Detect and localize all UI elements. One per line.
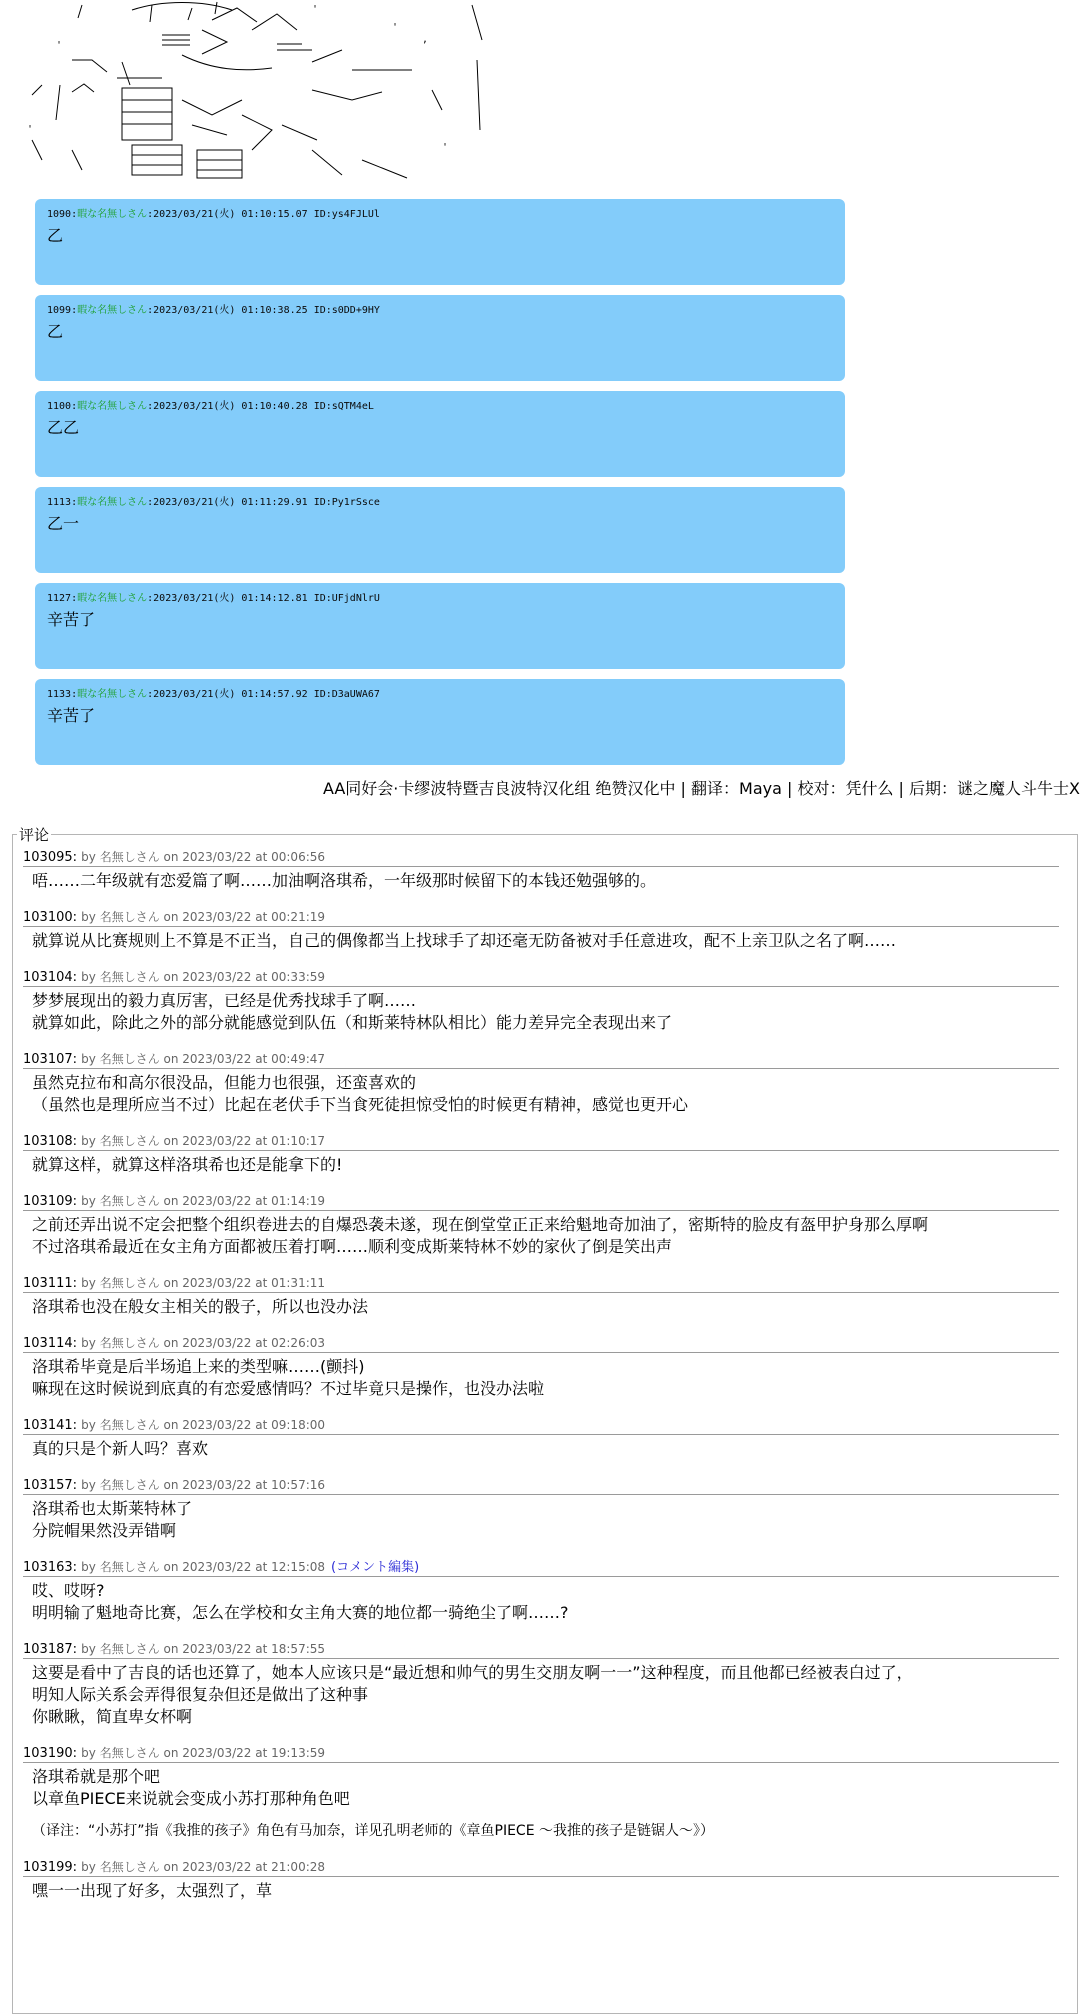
post-number: 1133 — [47, 689, 72, 700]
comment-header — [23, 1859, 1059, 1877]
comment-number: 103114: — [23, 1336, 78, 1351]
post-date: 2023/03/21(火) 01:10:38.25 — [153, 305, 308, 316]
svg-text:': ' — [392, 22, 399, 33]
post-author: 暇な名無しさん — [77, 305, 148, 316]
comment-number: 103163: — [23, 1560, 78, 1575]
post-author: 暇な名無しさん — [77, 209, 148, 220]
comment-body: 梦梦展现出的毅力真厉害，已经是优秀找球手了啊…… 就算如此，除此之外的部分就能感觉到队伍（和斯莱特林队相比）能力差异完全表现出来了 — [32, 991, 673, 1032]
comment-header — [23, 1133, 1059, 1151]
comment-body: 唔……二年级就有恋爱篇了啊……加油啊洛琪希，一年级那时候留下的本钱还勉强够的。 — [32, 871, 657, 890]
comment-meta: by 名無しさん on 2023/03/22 at 12:15:08 — [81, 1560, 326, 1574]
thread-posts — [35, 199, 845, 775]
ascii-art-illustration — [12, 0, 492, 190]
comment — [23, 849, 1067, 892]
comment-meta: by 名無しさん on 2023/03/22 at 00:06:56 — [81, 850, 326, 864]
comment-header — [23, 909, 1059, 927]
comment-meta: by 名無しさん on 2023/03/22 at 21:00:28 — [81, 1860, 326, 1874]
post-date: 2023/03/21(火) 01:14:57.92 — [153, 689, 308, 700]
post-author: 暇な名無しさん — [77, 401, 148, 412]
comment — [23, 1745, 1067, 1842]
comment — [23, 969, 1067, 1034]
svg-text:,: , — [422, 34, 429, 45]
comment-meta: by 名無しさん on 2023/03/22 at 19:13:59 — [81, 1746, 326, 1760]
comment-meta: by 名無しさん on 2023/03/22 at 01:14:19 — [81, 1194, 326, 1208]
comment — [23, 1275, 1067, 1318]
post-header: 1100:暇な名無しさん:2023/03/21(火) 01:10:40.28 ID:sQTM4eL — [47, 401, 374, 412]
comment-body: 就算说从比赛规则上不算是不正当，自己的偶像都当上找球手了却还毫无防备被对手任意进攻，配不上亲卫队之名了啊…… — [32, 931, 897, 950]
svg-text:': ' — [312, 4, 319, 15]
post-header: 1099:暇な名無しさん:2023/03/21(火) 01:10:38.25 ID:s0DD+9HY — [47, 305, 380, 316]
comment-meta: by 名無しさん on 2023/03/22 at 09:18:00 — [81, 1418, 326, 1432]
comment — [23, 1477, 1067, 1542]
post — [35, 679, 845, 765]
post — [35, 199, 845, 285]
post-date: 2023/03/21(火) 01:10:40.28 — [153, 401, 308, 412]
comment-number: 103109: — [23, 1194, 78, 1209]
post-date: 2023/03/21(火) 01:10:15.07 — [153, 209, 308, 220]
post-id: ID:Py1rSsce — [313, 497, 380, 508]
post-header: 1127:暇な名無しさん:2023/03/21(火) 01:14:12.81 ID:UFjdNlrU — [47, 593, 380, 604]
post — [35, 583, 845, 669]
svg-text:': ' — [56, 40, 63, 51]
post-body: 乙乙 — [47, 418, 80, 437]
comment-body: 哎、哎呀? 明明输了魁地奇比赛，怎么在学校和女主角大赛的地位都一骑绝尘了啊……? — [32, 1581, 569, 1622]
comment-number: 103108: — [23, 1134, 78, 1149]
comment-meta: by 名無しさん on 2023/03/22 at 00:49:47 — [81, 1052, 326, 1066]
post-header: 1113:暇な名無しさん:2023/03/21(火) 01:11:29.91 ID:Py1rSsce — [47, 497, 380, 508]
post-body: 辛苦了 — [47, 610, 96, 629]
post-number: 1127 — [47, 593, 72, 604]
comment-number: 103100: — [23, 910, 78, 925]
post — [35, 391, 845, 477]
post-body: 乙 — [47, 226, 64, 245]
comment — [23, 1133, 1067, 1176]
comment — [23, 1417, 1067, 1460]
post-author: 暇な名無しさん — [77, 689, 148, 700]
post-id: ID:UFjdNlrU — [313, 593, 380, 604]
comment-header — [23, 1275, 1059, 1293]
comment-number: 103141: — [23, 1418, 78, 1433]
comment-meta: by 名無しさん on 2023/03/22 at 01:31:11 — [81, 1276, 326, 1290]
edit-comment-link[interactable]: (コメント編集) — [331, 1560, 420, 1575]
post-number: 1113 — [47, 497, 72, 508]
svg-text:': ' — [27, 124, 34, 135]
comment-body: 虽然克拉布和高尔很没品，但能力也很强，还蛮喜欢的 （虽然也是理所应当不过）比起在老伏手下当食死徒担惊受怕的时候更有精神，感觉也更开心 — [32, 1073, 689, 1114]
comment-body: 洛琪希也太斯莱特林了 分院帽果然没弄错啊 — [32, 1499, 193, 1540]
comment-number: 103190: — [23, 1746, 78, 1761]
post-body: 乙一 — [47, 514, 80, 533]
comment-header — [23, 1477, 1059, 1495]
comment — [23, 1335, 1067, 1400]
comment-header — [23, 1335, 1059, 1353]
comment-body: 这要是看中了吉良的话也还算了，她本人应该只是“最近想和帅气的男生交朋友啊一一”这种程度，而且他都已经被表白过了， 明知人际关系会弄得很复杂但还是做出了这种事 你瞅瞅，简直卑女杯啊 — [32, 1663, 913, 1726]
comment-body: 之前还弄出说不定会把整个组织卷进去的自爆恐袭未遂，现在倒堂堂正正来给魁地奇加油了，密斯特的脸皮有盔甲护身那么厚啊 不过洛琪希最近在女主角方面都被压着打啊……顺利变成斯莱特林不妙的家伙了倒是笑出声 — [32, 1215, 929, 1256]
comment-header — [23, 969, 1059, 987]
post-id: ID:ys4FJLUl — [313, 209, 380, 220]
comment-body: 嘿一一出现了好多，太强烈了，草 — [32, 1881, 273, 1900]
post-body: 辛苦了 — [47, 706, 96, 725]
comment-header — [23, 1417, 1059, 1435]
translator-note: （译注：“小苏打”指《我推的孩子》角色有马加奈，详见孔明老师的《章鱼PIECE ～我推的孩子是链锯人～》） — [32, 1823, 714, 1839]
post-author: 暇な名無しさん — [77, 497, 148, 508]
comment-header — [23, 1641, 1059, 1659]
comment — [23, 1193, 1067, 1258]
comment-number: 103187: — [23, 1642, 78, 1657]
comment-meta: by 名無しさん on 2023/03/22 at 00:33:59 — [81, 970, 326, 984]
post-id: ID:sQTM4eL — [313, 401, 374, 412]
comment-number: 103157: — [23, 1478, 78, 1493]
comment-meta: by 名無しさん on 2023/03/22 at 01:10:17 — [81, 1134, 326, 1148]
svg-text:': ' — [442, 142, 449, 153]
post-date: 2023/03/21(火) 01:14:12.81 — [153, 593, 308, 604]
comment-number: 103199: — [23, 1860, 78, 1875]
comments-section — [12, 824, 1078, 2014]
post-id: ID:D3aUWA67 — [313, 689, 380, 700]
comment-header — [23, 1051, 1059, 1069]
comment-body: 洛琪希毕竟是后半场追上来的类型嘛……(颤抖) 嘛现在这时候说到底真的有恋爱感情吗？不过毕竟只是操作，也没办法啦 — [32, 1357, 545, 1398]
comment — [23, 1051, 1067, 1116]
post-date: 2023/03/21(火) 01:11:29.91 — [153, 497, 308, 508]
comment-meta: by 名無しさん on 2023/03/22 at 02:26:03 — [81, 1336, 326, 1350]
post-number: 1099 — [47, 305, 72, 316]
comment-number: 103104: — [23, 970, 78, 985]
post-number: 1100 — [47, 401, 72, 412]
comment — [23, 909, 1067, 952]
comment-header — [23, 1193, 1059, 1211]
comment-header — [23, 1559, 1059, 1577]
comment-number: 103107: — [23, 1052, 78, 1067]
post-id: ID:s0DD+9HY — [313, 305, 380, 316]
translation-credits: AA同好会·卡缪波特暨吉良波特汉化组 绝赞汉化中 | 翻译：Maya | 校对：凭什么 | 后期：谜之魔人斗牛士X — [322, 779, 1080, 798]
comment-header — [23, 1745, 1059, 1763]
comment-meta: by 名無しさん on 2023/03/22 at 18:57:55 — [81, 1642, 326, 1656]
comment-meta: by 名無しさん on 2023/03/22 at 00:21:19 — [81, 910, 326, 924]
comment-body: 真的只是个新人吗？喜欢 — [32, 1439, 209, 1458]
post-number: 1090 — [47, 209, 72, 220]
comment-meta: by 名無しさん on 2023/03/22 at 10:57:16 — [81, 1478, 326, 1492]
comment-number: 103095: — [23, 850, 78, 865]
comment-body: 洛琪希就是那个吧 以章鱼PIECE来说就会变成小苏打那种角色吧 — [32, 1767, 350, 1808]
comment-body: 洛琪希也没在般女主相关的骰子，所以也没办法 — [32, 1297, 369, 1316]
post-header: 1090:暇な名無しさん:2023/03/21(火) 01:10:15.07 ID:ys4FJLUl — [47, 209, 380, 220]
post-author: 暇な名無しさん — [77, 593, 148, 604]
comment-number: 103111: — [23, 1276, 78, 1291]
comment — [23, 1859, 1067, 1902]
comment — [23, 1559, 1067, 1624]
comment — [23, 1641, 1067, 1728]
comment-body: 就算这样，就算这样洛琪希也还是能拿下的! — [32, 1155, 343, 1174]
comments-legend: 评论 — [19, 826, 50, 844]
post-header: 1133:暇な名無しさん:2023/03/21(火) 01:14:57.92 ID:D3aUWA67 — [47, 689, 380, 700]
post-body: 乙 — [47, 322, 64, 341]
post — [35, 487, 845, 573]
comment-header — [23, 849, 1059, 867]
post — [35, 295, 845, 381]
